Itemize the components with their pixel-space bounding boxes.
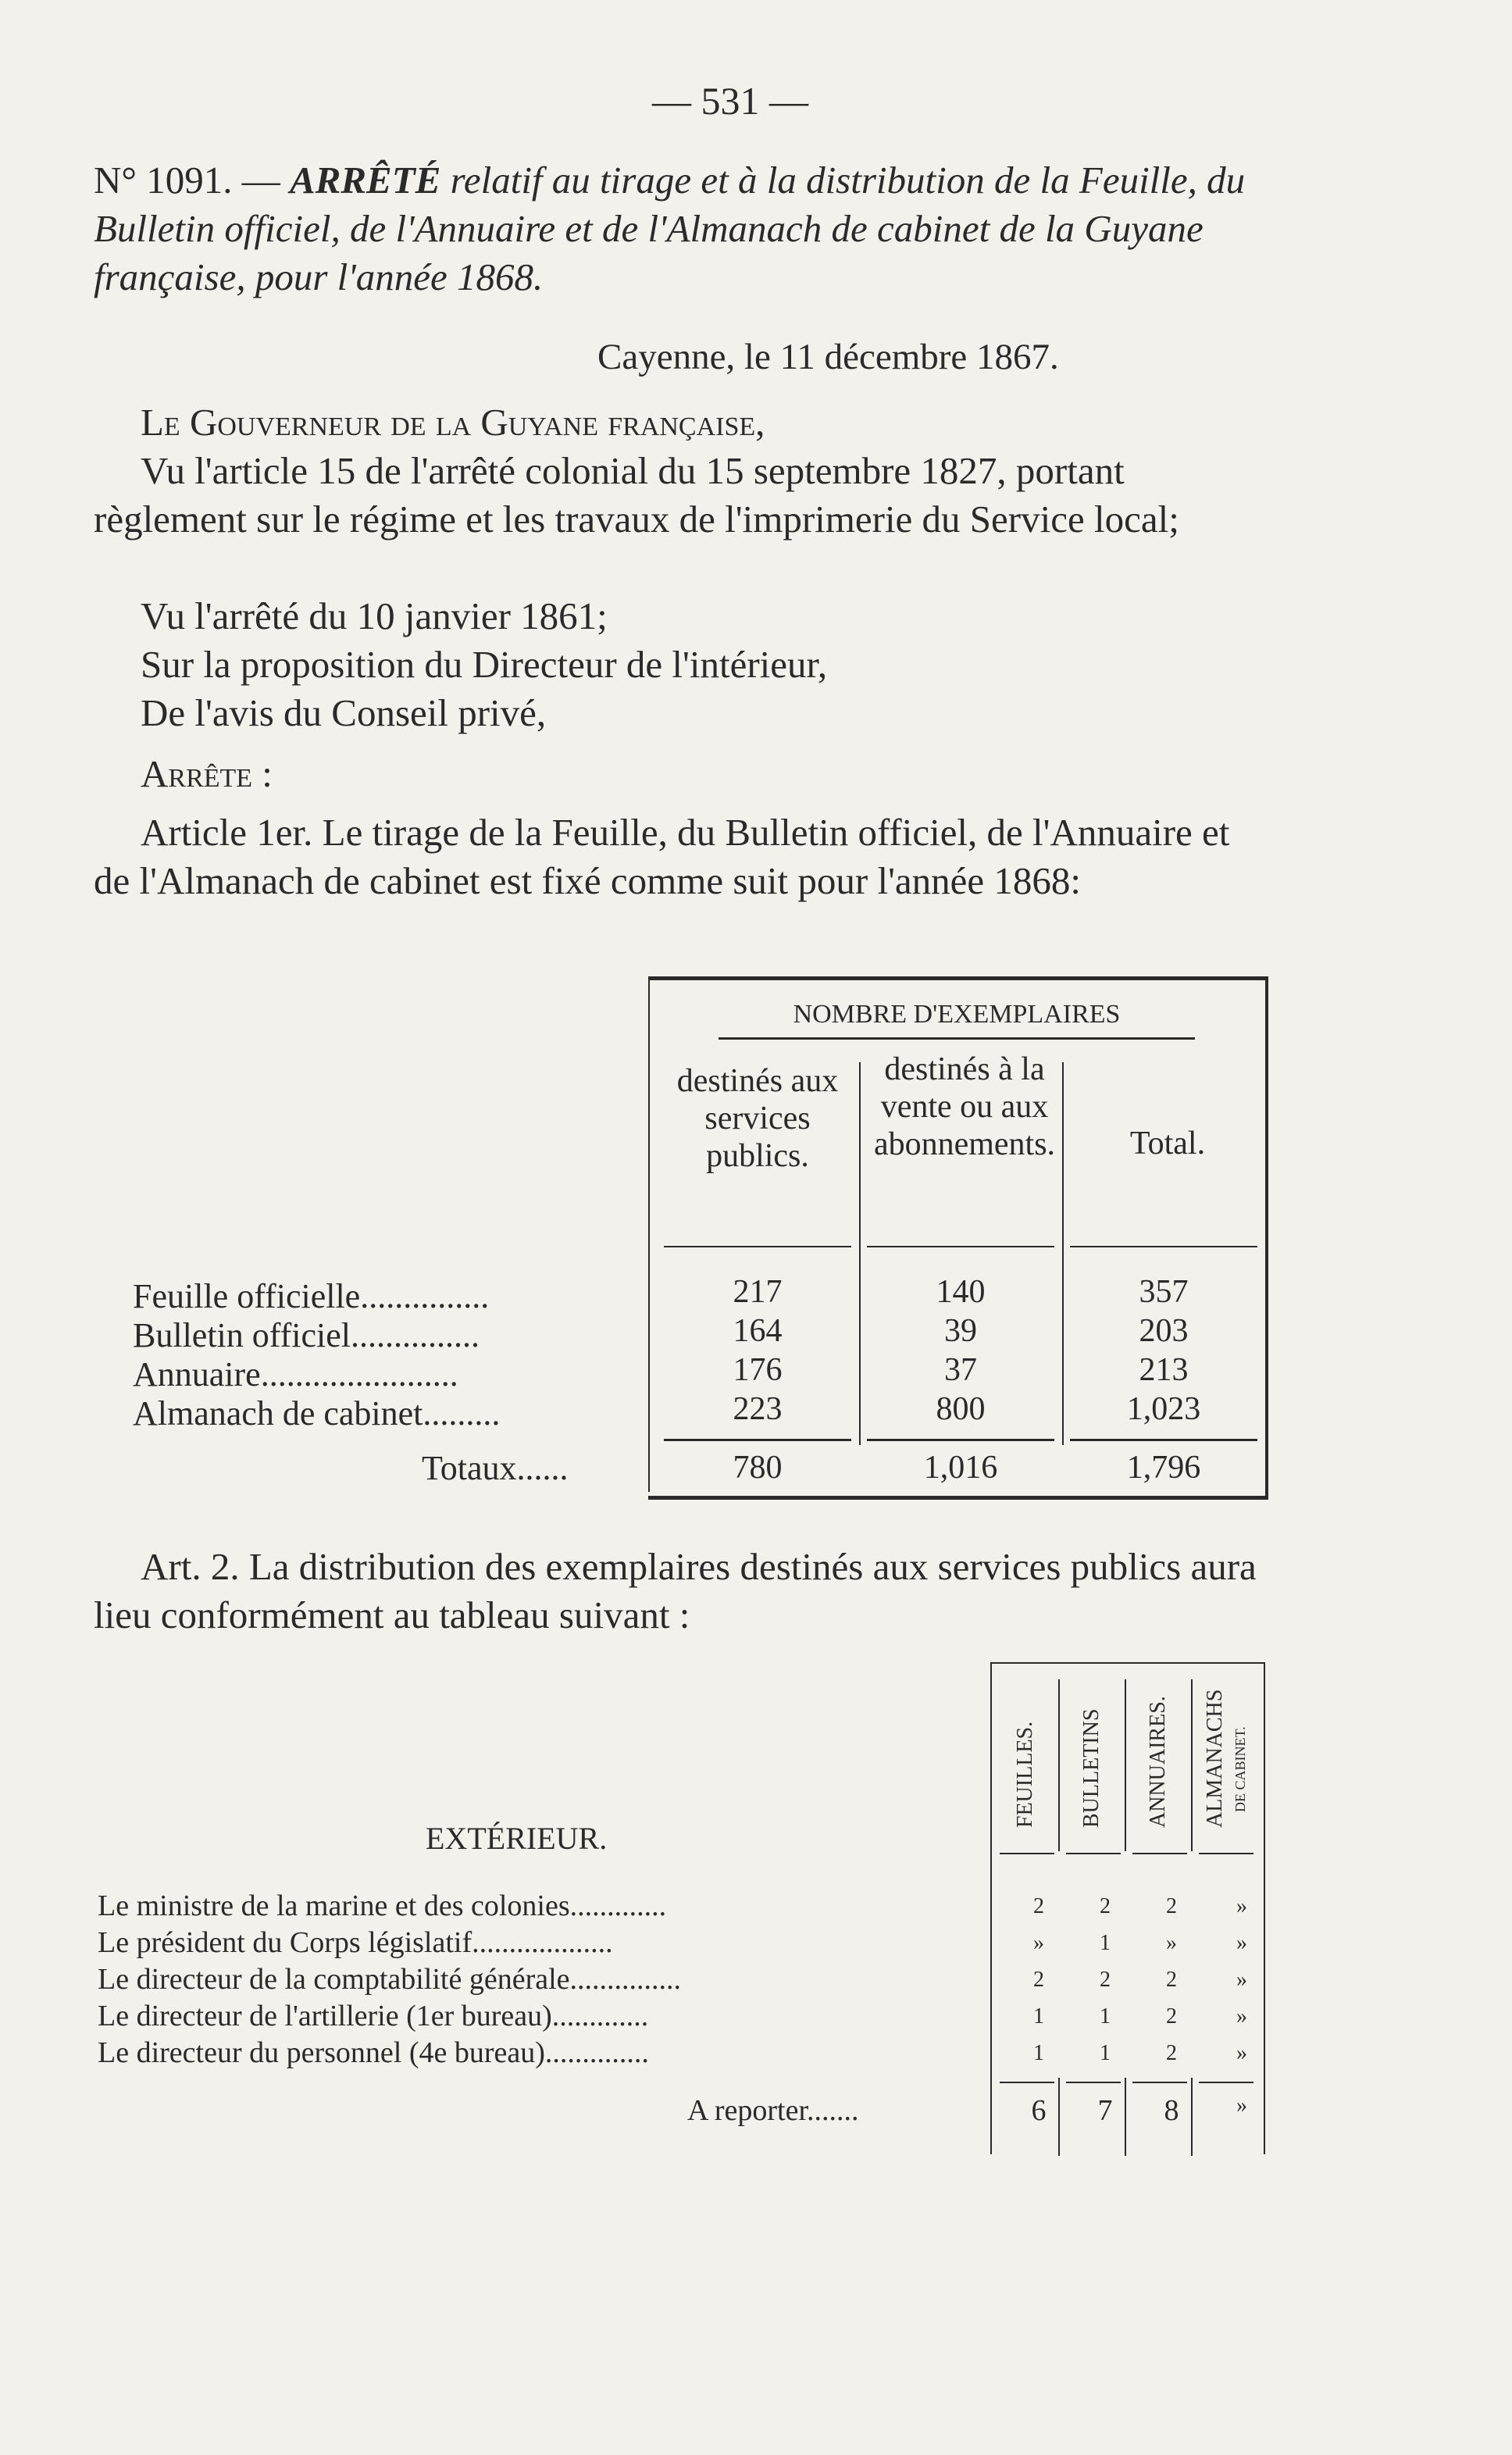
table2-cell: 2 (1100, 1968, 1111, 1992)
table2-row-label: Le directeur du personnel (4e bureau).............. (98, 2036, 649, 2069)
vu-arrete-line: Vu l'arrêté du 10 janvier 1861; (141, 594, 608, 637)
table2-cell: 2 (1166, 1968, 1177, 1992)
table1-row-label: Bulletin officiel............... (133, 1316, 480, 1354)
col-almanachs: ALMANACHS (1203, 1689, 1227, 1828)
table2-report-cell: 6 (1031, 2094, 1047, 2127)
table2-row-label: Le directeur de la comptabilité générale............... (98, 1963, 682, 1996)
table2-cell: 2 (1033, 1894, 1044, 1918)
table2-cell: 2 (1166, 1894, 1177, 1918)
vu-article-paragraph: Vu l'article 15 de l'arrêté colonial du 15 septembre 1827, portant règlement sur le régime et les travaux de l'imprimerie du Service local; (94, 449, 1179, 541)
table1-cell: 203 (1139, 1313, 1189, 1349)
article-2-paragraph: Art. 2. La distribution des exemplaires destinés aux services publics aura lieu conformément au tableau suivant : (94, 1545, 1257, 1636)
table2-cell: 1 (1033, 2041, 1044, 2065)
arrete-word: ARRÊTÉ (289, 159, 441, 202)
table1-totals-label: Totaux...... (422, 1449, 569, 1487)
table2-cell: 1 (1100, 2004, 1111, 2029)
table1-cell: 800 (936, 1391, 986, 1427)
table2-cell: » (1033, 1931, 1044, 1955)
table1-row-label: Feuille officielle............... (133, 1277, 490, 1315)
table2-row-label: Le directeur de l'artillerie (1er bureau)............. (98, 2000, 649, 2032)
col-de-cabinet: DE CABINET. (1232, 1726, 1248, 1812)
article-1-paragraph: Article 1er. Le tirage de la Feuille, du Bulletin officiel, de l'Annuaire et de l'Almanach de cabinet est fixé comme suit pour l'année 1868: (94, 811, 1230, 902)
table1-total: 1,016 (923, 1450, 998, 1486)
table1-cell: 213 (1139, 1352, 1189, 1388)
table1-row-label: Almanach de cabinet......... (133, 1394, 501, 1433)
table1-total: 780 (733, 1450, 783, 1486)
page-number: — 531 — (652, 79, 808, 123)
table1-cell: 176 (733, 1352, 783, 1388)
table1-cell: 37 (944, 1352, 977, 1388)
table2-cell: » (1236, 1894, 1247, 1918)
print-run-table (648, 976, 1273, 1500)
table1-cell: 223 (733, 1391, 783, 1427)
table1-total: 1,796 (1126, 1450, 1201, 1486)
col-annuaires: ANNUAIRES. (1146, 1696, 1170, 1828)
table2-cell: » (1166, 1931, 1177, 1955)
col-feuilles: FEUILLES. (1013, 1721, 1037, 1828)
table2-report-cell: 7 (1097, 2094, 1113, 2127)
table2-report-cell: 8 (1164, 2094, 1179, 2127)
table1-col-total: Total. (1129, 1126, 1206, 1161)
table2-report-label: A reporter....... (687, 2094, 859, 2127)
table2-row-label: Le président du Corps législatif................... (98, 1926, 613, 1959)
place-date: Cayenne, le 11 décembre 1867. (597, 337, 1059, 377)
table2-cell: 1 (1033, 2004, 1044, 2029)
table1-cell: 140 (936, 1274, 986, 1310)
table2-cell: 2 (1166, 2041, 1177, 2065)
arrete-heading: Arrête : (141, 752, 273, 795)
avis-line: De l'avis du Conseil privé, (141, 691, 547, 734)
table1-cell: 217 (733, 1274, 783, 1310)
section-exterieur: EXTÉRIEUR. (426, 1821, 608, 1856)
table2-cell: » (1236, 1931, 1247, 1955)
table1-col-services-publics: destinés aux services publics. (676, 1063, 839, 1174)
table1-cell: 1,023 (1126, 1391, 1201, 1427)
table2-report-cell: » (1236, 2093, 1247, 2118)
table1-row-label: Annuaire....................... (133, 1355, 458, 1393)
table1-header: NOMBRE D'EXEMPLAIRES (793, 1000, 1121, 1029)
gouverneur-line: Le Gouverneur de la Guyane française, (141, 401, 765, 444)
table2-cell: » (1236, 2041, 1247, 2065)
decree-title (94, 156, 1281, 302)
table2-row-label: Le ministre de la marine et des colonies............. (98, 1889, 667, 1922)
table2-cell: 2 (1033, 1968, 1044, 1992)
col-bulletins: BULLETINS (1079, 1708, 1104, 1828)
decree-number: N° 1091. (94, 159, 233, 202)
table1-cell: 357 (1139, 1274, 1189, 1310)
table2-cell: 1 (1100, 1931, 1111, 1955)
proposition-line: Sur la proposition du Directeur de l'intérieur, (141, 643, 828, 686)
table2-cell: 2 (1100, 1894, 1111, 1918)
table2-cell: » (1236, 2004, 1247, 2029)
table1-cell: 39 (944, 1313, 977, 1349)
table1-col-vente: destinés à la vente ou aux abonnements. (873, 1051, 1056, 1162)
table1-cell: 164 (733, 1313, 783, 1349)
table2-cell: 2 (1166, 2004, 1177, 2029)
title-dash: — (241, 159, 280, 202)
table2-cell: 1 (1100, 2041, 1111, 2065)
table2-cell: » (1236, 1968, 1247, 1992)
title-text: relatif au tirage et à la distribution de la Feuille, du Bulletin officiel, de l'Annuaire et de l'Almanach de cabinet de la Guyane française, pour l'année 1868. (94, 159, 1246, 298)
